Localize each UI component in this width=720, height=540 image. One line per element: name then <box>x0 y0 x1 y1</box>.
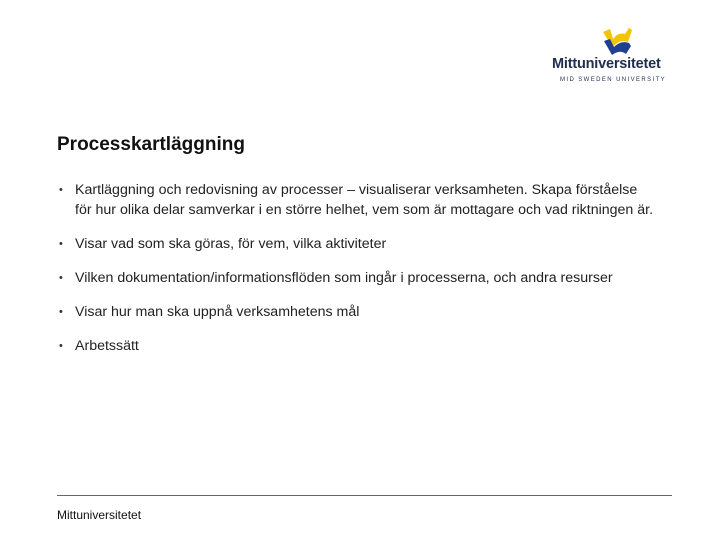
bullet-icon: • <box>59 306 63 318</box>
list-item <box>57 302 657 322</box>
logo-mark-icon <box>600 26 634 56</box>
bullet-icon: • <box>59 238 63 250</box>
list-item <box>57 268 657 288</box>
bullet-text: Kartläggning och redovisning av processer – visualiserar verksamheten. Skapa förståelse för hur olika delar samverkar i en större helhet, vem som är mottagare och vad riktningen är. <box>75 182 654 218</box>
bullet-text: Arbetssätt <box>75 338 139 354</box>
logo-subtitle: MID SWEDEN UNIVERSITY <box>560 77 667 83</box>
university-logo <box>552 26 682 90</box>
list-item <box>57 234 657 254</box>
footer-divider <box>57 495 672 496</box>
list-item <box>57 180 657 220</box>
slide-title: Processkartläggning <box>57 134 245 155</box>
logo-name: Mittuniversitetet <box>552 56 661 72</box>
list-item <box>57 336 657 356</box>
bullet-text: Vilken dokumentation/informationsflöden som ingår i processerna, och andra resurser <box>75 270 613 286</box>
bullet-icon: • <box>59 184 63 196</box>
bullet-text: Visar vad som ska göras, för vem, vilka aktiviteter <box>75 236 387 252</box>
bullet-list <box>57 180 657 356</box>
footer-text: Mittuniversitetet <box>57 508 142 522</box>
bullet-icon: • <box>59 272 63 284</box>
bullet-text: Visar hur man ska uppnå verksamhetens mål <box>75 304 360 320</box>
bullet-icon: • <box>59 340 63 352</box>
